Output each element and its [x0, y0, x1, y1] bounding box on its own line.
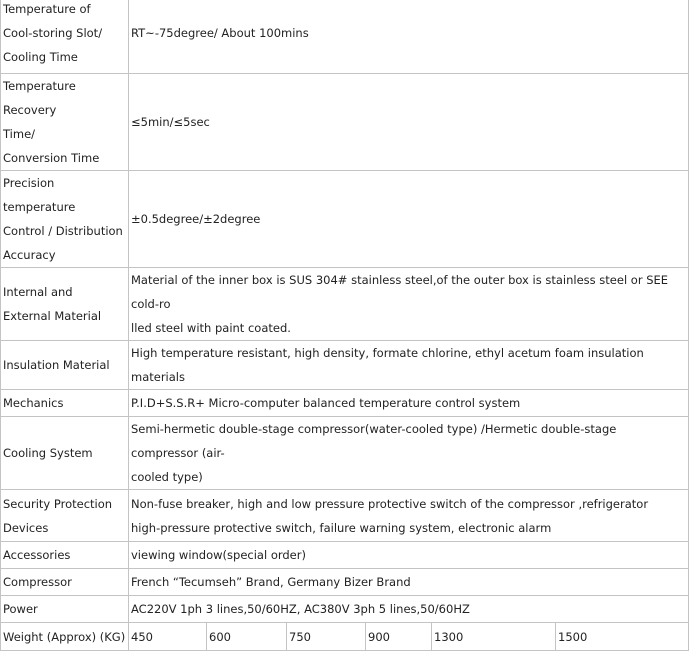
spec-value-line: Non-fuse breaker, high and low pressure protective switch of the compressor ,refrigerator: [131, 496, 649, 511]
spec-label: [1, 569, 129, 596]
spec-label-line: Cool-storing Slot/: [3, 26, 103, 40]
spec-row-material: [1, 268, 689, 341]
spec-row-compressor: [1, 569, 689, 596]
spec-label: [1, 341, 129, 390]
spec-value-line: high-pressure protective switch, failure warning system, electronic alarm: [131, 520, 552, 535]
spec-value-line: P.I.D+S.S.R+ Micro-computer balanced temperature control system: [131, 396, 521, 410]
spec-label: [1, 171, 129, 268]
spec-label-line: Security Protection: [3, 496, 113, 511]
spec-value-line: ±0.5degree/±2degree: [131, 212, 261, 226]
spec-label-line: Temperature Recovery: [3, 79, 76, 117]
spec-label-line: Compressor: [3, 575, 72, 589]
spec-row-recovery-time: [1, 74, 689, 171]
spec-value-line: viewing window(special order): [131, 548, 306, 562]
weight-value: 600: [207, 623, 287, 651]
spec-value-line: Semi-hermetic double-stage compressor(water-cooled type) /Hermetic double-stage compressor (air-: [131, 422, 617, 460]
spec-label-line: External Material: [3, 309, 102, 323]
weight-label: Weight (Approx) (KG): [1, 623, 129, 651]
spec-label: [1, 417, 129, 490]
spec-value-line: ≤5min/≤5sec: [131, 115, 210, 129]
spec-value: [129, 417, 689, 490]
spec-value-line: cooled type): [131, 470, 203, 484]
spec-value-line: AC220V 1ph 3 lines,50/60HZ, AC380V 3ph 5 lines,50/60HZ: [131, 602, 470, 616]
spec-value: [129, 542, 689, 569]
spec-label-line: Insulation Material: [3, 358, 110, 372]
spec-value-line: High temperature resistant, high density, formate chlorine, ethyl acetum foam insulation materials: [131, 346, 644, 384]
spec-row-cooling-time: [1, 0, 689, 74]
spec-label: [1, 390, 129, 417]
spec-label: [1, 268, 129, 341]
spec-value-line: RT~-75degree/ About 100mins: [131, 26, 309, 40]
weight-value: 1500: [556, 623, 689, 651]
spec-label-line: Conversion Time: [3, 151, 100, 165]
spec-label-line: Temperature of: [3, 2, 91, 16]
spec-label: [1, 74, 129, 171]
spec-label-line: Accuracy: [3, 248, 56, 262]
spec-value-line: Material of the inner box is SUS 304# stainless steel,of the outer box is stainless steel or SEE cold-ro: [131, 273, 669, 311]
specification-table-body: [1, 0, 689, 651]
spec-label: [1, 542, 129, 569]
spec-label-line: Cooling System: [3, 446, 93, 460]
spec-row-power: [1, 596, 689, 623]
weight-value: 1300: [432, 623, 556, 651]
spec-value: [129, 390, 689, 417]
spec-row-security: [1, 490, 689, 542]
spec-row-precision: [1, 171, 689, 268]
spec-value-line: French “Tecumseh” Brand, Germany Bizer Brand: [131, 575, 411, 589]
spec-label: [1, 0, 129, 74]
spec-label-line: Devices: [3, 520, 49, 535]
weight-value: 750: [287, 623, 366, 651]
spec-row-cooling-system: [1, 417, 689, 490]
weight-value: 900: [366, 623, 432, 651]
spec-label-line: Accessories: [3, 548, 71, 562]
spec-value: [129, 171, 689, 268]
spec-row-weight: [1, 623, 689, 651]
spec-value: [129, 569, 689, 596]
spec-value: [129, 0, 689, 74]
spec-value: [129, 268, 689, 341]
spec-label-line: Control / Distribution: [3, 224, 123, 238]
spec-value: [129, 490, 689, 542]
spec-value: [129, 341, 689, 390]
spec-value: [129, 596, 689, 623]
weight-value: 450: [129, 623, 207, 651]
spec-row-accessories: [1, 542, 689, 569]
spec-label-line: Internal and: [3, 285, 73, 299]
spec-row-mechanics: [1, 390, 689, 417]
spec-label: [1, 490, 129, 542]
spec-label-line: Time/: [3, 127, 36, 141]
spec-label-line: Precision temperature: [3, 176, 76, 214]
spec-row-insulation: [1, 341, 689, 390]
spec-value-line: lled steel with paint coated.: [131, 321, 291, 335]
spec-label-line: Mechanics: [3, 396, 64, 410]
spec-value: [129, 74, 689, 171]
spec-label: [1, 596, 129, 623]
spec-label-line: Cooling Time: [3, 50, 78, 64]
spec-label-line: Power: [3, 602, 38, 616]
